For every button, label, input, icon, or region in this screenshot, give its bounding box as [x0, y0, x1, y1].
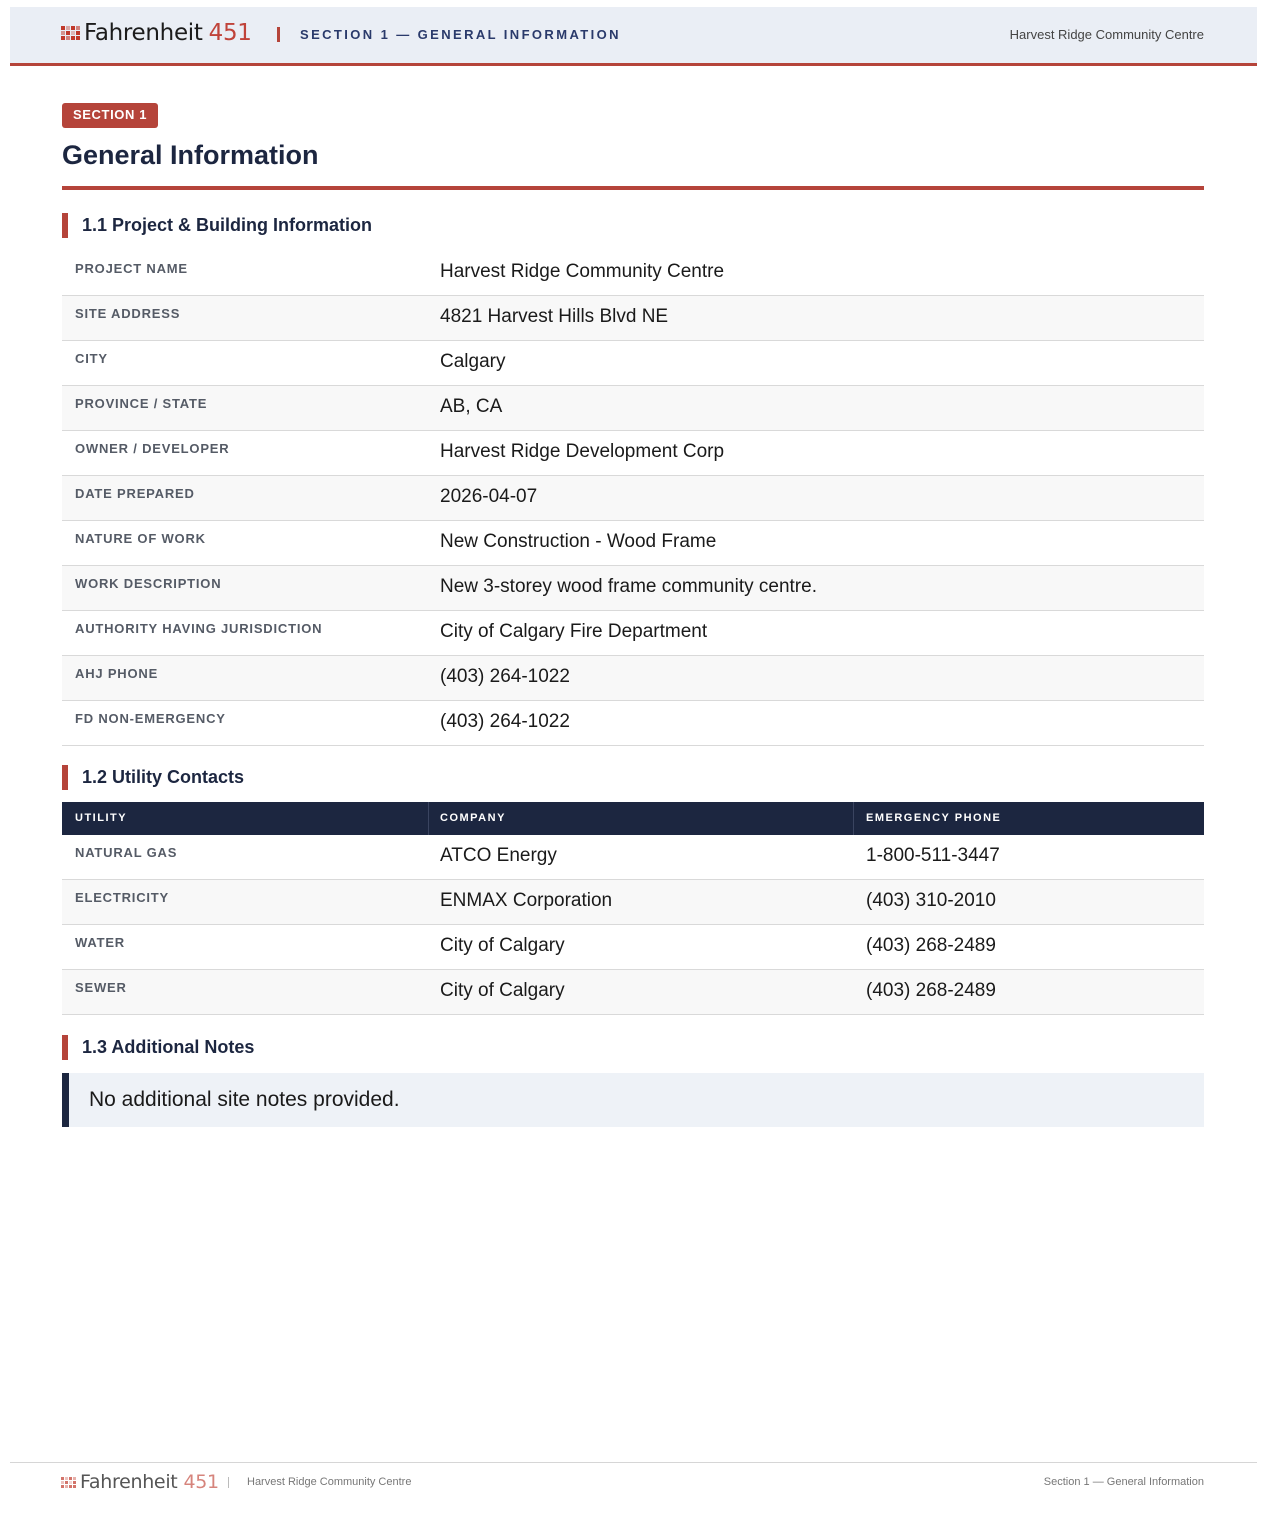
- subheading-notes: 1.3 Additional Notes: [62, 1035, 254, 1060]
- table-row: SEWER City of Calgary (403) 268-2489: [62, 970, 1204, 1015]
- title-rule: [62, 186, 1204, 190]
- table-row: WATER City of Calgary (403) 268-2489: [62, 925, 1204, 970]
- table-row: PROVINCE / STATE AB, CA: [62, 386, 1204, 431]
- brand-logo: [61, 20, 252, 46]
- logo-wordmark: Fahrenheit 451: [80, 1471, 219, 1493]
- column-header-company: COMPANY: [440, 812, 506, 824]
- logo-mark-icon: [61, 1477, 76, 1488]
- footer-divider: [228, 1477, 229, 1488]
- footer-rule: [10, 1462, 1257, 1463]
- document-page: [10, 7, 1257, 1522]
- logo-wordmark: Fahrenheit 451: [84, 20, 252, 46]
- notes-box: [62, 1073, 1204, 1127]
- footer-project-name: Harvest Ridge Community Centre: [247, 1476, 412, 1488]
- table-row: NATURE OF WORK New Construction - Wood Frame: [62, 521, 1204, 566]
- table-header: [62, 802, 1204, 835]
- table-row: PROJECT NAME Harvest Ridge Community Centre: [62, 251, 1204, 296]
- header-divider: [277, 27, 280, 42]
- page-header: [10, 7, 1257, 66]
- column-header-utility: UTILITY: [75, 812, 128, 824]
- logo-mark-icon: [61, 26, 80, 40]
- notes-text: No additional site notes provided.: [89, 1088, 400, 1111]
- header-project-name: Harvest Ridge Community Centre: [1009, 27, 1204, 42]
- section-badge: SECTION 1: [62, 103, 158, 128]
- footer-section-name: Section 1 — General Information: [1043, 1476, 1204, 1488]
- project-info-table: [62, 251, 1204, 746]
- table-row: AHJ PHONE (403) 264-1022: [62, 656, 1204, 701]
- subheading-project-info: 1.1 Project & Building Information: [62, 213, 372, 238]
- column-header-emergency-phone: EMERGENCY PHONE: [866, 812, 1002, 824]
- table-row: CITY Calgary: [62, 341, 1204, 386]
- footer-logo: [61, 1471, 219, 1493]
- table-row: NATURAL GAS ATCO Energy 1-800-511-3447: [62, 835, 1204, 880]
- header-section-title: SECTION 1 — GENERAL INFORMATION: [300, 27, 621, 42]
- table-row: AUTHORITY HAVING JURISDICTION City of Calgary Fire Department: [62, 611, 1204, 656]
- table-row: ELECTRICITY ENMAX Corporation (403) 310-2010: [62, 880, 1204, 925]
- table-row: WORK DESCRIPTION New 3-storey wood frame community centre.: [62, 566, 1204, 611]
- utility-contacts-table: [62, 802, 1204, 1015]
- page-title: General Information: [62, 140, 319, 170]
- subheading-utilities: 1.2 Utility Contacts: [62, 765, 244, 790]
- table-row: FD NON-EMERGENCY (403) 264-1022: [62, 701, 1204, 746]
- table-row: DATE PREPARED 2026-04-07: [62, 476, 1204, 521]
- table-row: SITE ADDRESS 4821 Harvest Hills Blvd NE: [62, 296, 1204, 341]
- table-row: OWNER / DEVELOPER Harvest Ridge Development Corp: [62, 431, 1204, 476]
